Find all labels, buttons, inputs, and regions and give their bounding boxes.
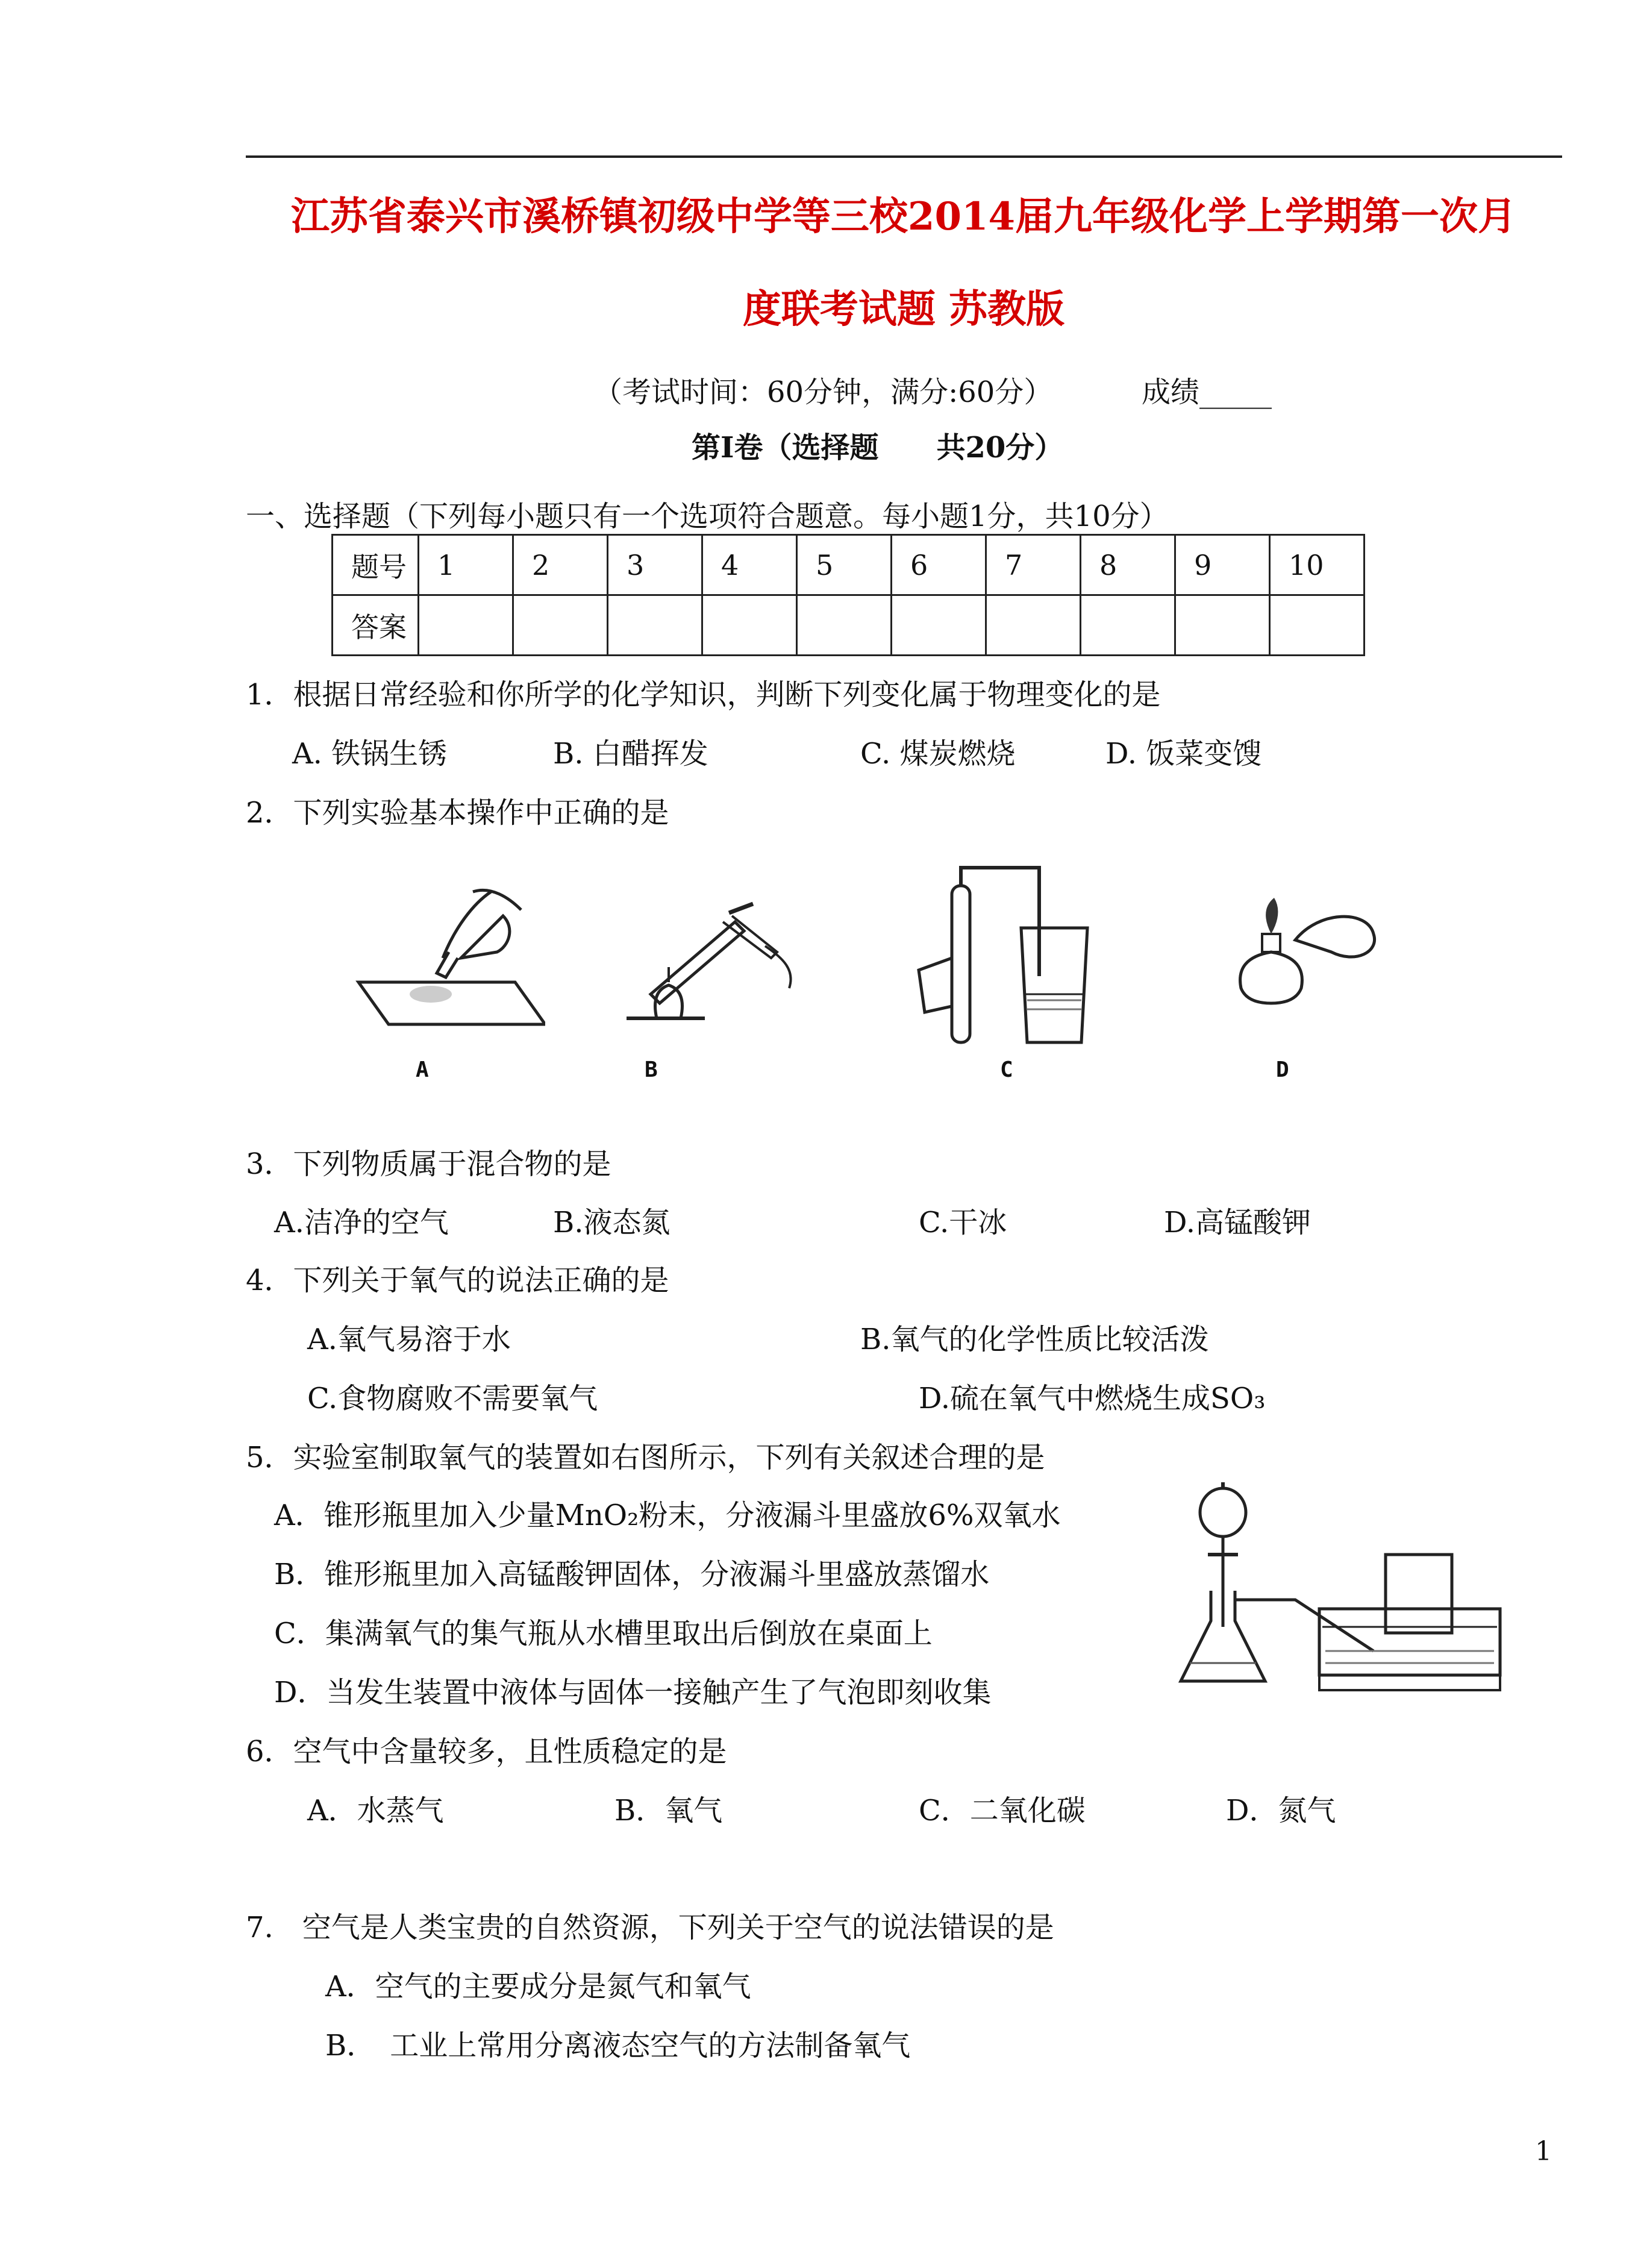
answer-cell[interactable] — [702, 595, 797, 656]
answer-cell[interactable] — [419, 595, 513, 656]
answer-cell[interactable] — [797, 595, 892, 656]
question-number-cell: 8 — [1081, 535, 1175, 595]
header-rule — [246, 155, 1562, 158]
section-title: 第Ⅰ卷（选择题 共20分） — [692, 431, 1064, 465]
question-number-cell: 10 — [1270, 535, 1365, 595]
question-1-option-c: C. 煤炭燃烧 — [860, 737, 1016, 771]
question-5-option-b: B．锥形瓶里加入高锰酸钾固体，分液漏斗里盛放蒸馏水 — [274, 1558, 990, 1591]
question-6-option-a: A．水蒸气 — [307, 1794, 444, 1828]
question-4-option-d: D.硫在氧气中燃烧生成SO₃ — [919, 1382, 1266, 1415]
figure-b-heat-test-tube — [614, 868, 807, 1054]
figure-d-label: D — [1276, 1057, 1289, 1082]
answer-table-answer-row — [333, 595, 1365, 656]
answer-cell[interactable] — [1175, 595, 1270, 656]
question-3-option-c: C.干冰 — [919, 1206, 1007, 1239]
question-number-cell: 9 — [1175, 535, 1270, 595]
question-5-option-a: A．锥形瓶里加入少量MnO₂粉末，分液漏斗里盛放6%双氧水 — [274, 1499, 1061, 1532]
question-3-option-b: B.液态氮 — [553, 1206, 671, 1239]
question-number-cell: 5 — [797, 535, 892, 595]
figure-c-airtightness-check — [907, 862, 1099, 1054]
question-4-option-a: A.氧气易溶于水 — [307, 1323, 511, 1356]
figure-b-label: B — [645, 1057, 658, 1082]
answer-cell[interactable] — [892, 595, 986, 656]
question-1-option-a: A. 铁锅生锈 — [292, 737, 448, 771]
question-7-option-b: B． 工业上常用分离液态空气的方法制备氧气 — [325, 2029, 911, 2063]
question-3-stem: 3．下列物质属于混合物的是 — [246, 1147, 611, 1181]
question-3-option-a: A.洁净的空气 — [274, 1206, 449, 1239]
question-number-cell: 2 — [513, 535, 608, 595]
question-number-cell: 1 — [419, 535, 513, 595]
question-6-option-b: B．氧气 — [614, 1794, 723, 1828]
answer-cell[interactable] — [1081, 595, 1175, 656]
row-label-number: 题号 — [333, 535, 419, 595]
figure-a-pinch-solid — [352, 868, 545, 1054]
question-4-option-b: B.氧气的化学性质比较活泼 — [860, 1323, 1209, 1356]
question-1-option-d: D. 饭菜变馊 — [1105, 737, 1262, 771]
question-number-cell: 7 — [986, 535, 1081, 595]
answer-table — [331, 534, 1365, 656]
question-6-option-d: D．氮气 — [1226, 1794, 1336, 1828]
question-6-stem: 6．空气中含量较多，且性质稳定的是 — [246, 1735, 727, 1768]
answer-cell[interactable] — [608, 595, 702, 656]
question-4-option-c: C.食物腐败不需要氧气 — [307, 1382, 598, 1415]
figure-oxygen-apparatus — [1175, 1470, 1512, 1705]
figure-d-alcohol-lamp — [1229, 886, 1386, 1024]
question-7-stem: 7. 空气是人类宝贵的自然资源，下列关于空气的说法错误的是 — [246, 1911, 1054, 1944]
question-number-cell: 4 — [702, 535, 797, 595]
question-number-cell: 6 — [892, 535, 986, 595]
part1-instruction: 一、选择题（下列每小题只有一个选项符合题意。每小题1分，共10分） — [246, 500, 1169, 533]
answer-cell[interactable] — [513, 595, 608, 656]
question-6-option-c: C．二氧化碳 — [919, 1794, 1086, 1828]
figure-a-label: A — [416, 1057, 429, 1082]
question-7-option-a: A．空气的主要成分是氮气和氧气 — [325, 1970, 751, 2003]
answer-cell[interactable] — [986, 595, 1081, 656]
question-2-stem: 2．下列实验基本操作中正确的是 — [246, 796, 669, 830]
question-number-cell: 3 — [608, 535, 702, 595]
score-label: 成绩_____ — [1142, 375, 1272, 409]
answer-table-number-row — [333, 535, 1365, 595]
question-5-option-c: C．集满氧气的集气瓶从水槽里取出后倒放在桌面上 — [274, 1617, 933, 1650]
question-4-stem: 4．下列关于氧气的说法正确的是 — [246, 1264, 669, 1297]
question-3-option-d: D.高锰酸钾 — [1164, 1206, 1311, 1239]
row-label-answer: 答案 — [333, 595, 419, 656]
question-1-option-b: B. 白醋挥发 — [553, 737, 708, 771]
answer-cell[interactable] — [1270, 595, 1365, 656]
question-5-option-d: D．当发生装置中液体与固体一接触产生了气泡即刻收集 — [274, 1676, 992, 1709]
figure-c-label: C — [1000, 1057, 1013, 1082]
question-5-stem: 5．实验室制取氧气的装置如右图所示，下列有关叙述合理的是 — [246, 1441, 1045, 1474]
document-title-line-1: 江苏省泰兴市溪桥镇初级中学等三校2014届九年级化学上学期第一次月 — [290, 194, 1517, 239]
question-1-stem: 1．根据日常经验和你所学的化学知识，判断下列变化属于物理变化的是 — [246, 678, 1161, 712]
document-title-line-2: 度联考试题 苏教版 — [742, 287, 1065, 332]
exam-info: （考试时间：60分钟，满分:60分） — [593, 375, 1053, 409]
page-number: 1 — [1535, 2136, 1552, 2167]
